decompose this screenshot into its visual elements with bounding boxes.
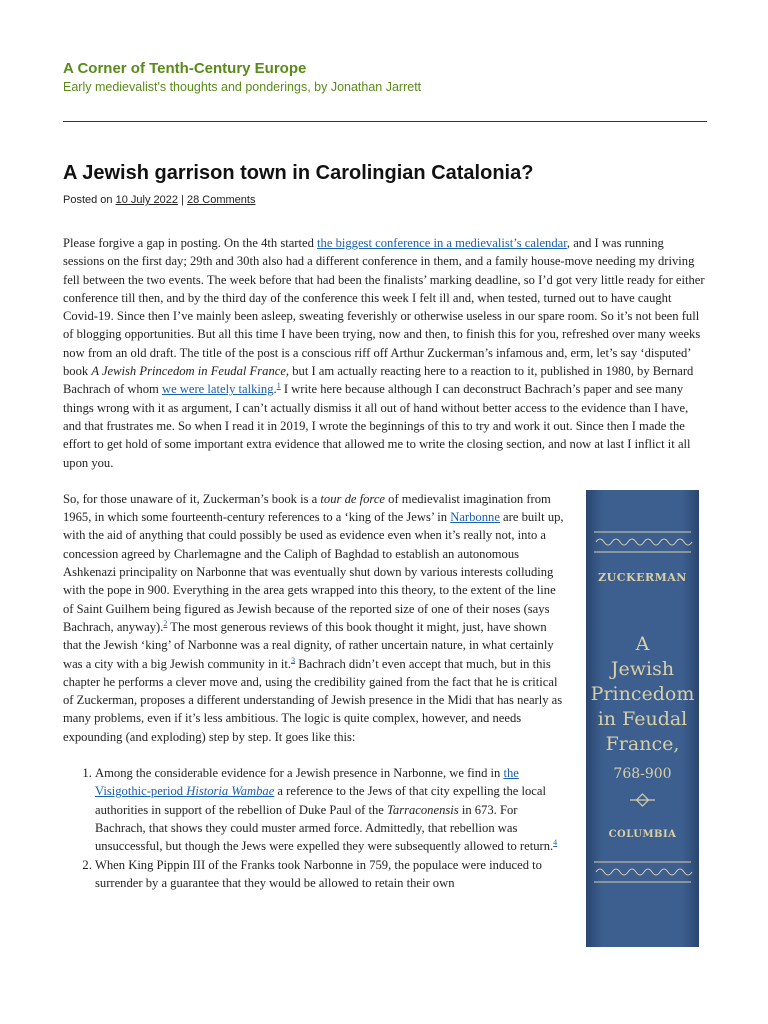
post-date-link[interactable]: 10 July 2022 — [115, 194, 178, 206]
text-run: When King Pippin III of the Franks took Narbonne in 759, the populace were induced to surrender by a guarantee that they would be allowed to retain their own — [95, 857, 542, 890]
book-title-italic: A Jewish Princedom in Feudal France — [91, 364, 286, 379]
lately-talking-link[interactable]: we were lately talking — [161, 382, 274, 397]
text-run: are built up, with the aid of anything that could possibly be used as evidence even when it’s really not, into a concession agreed by Charlemagne and the Caliph of Baghdad to establish an autonomous Ashkenazi principality on Narbonne that was eventually shut down by various interests colluding with the pope in 900. Everything in the area gets wrapped into this theory, to the extent of the line of Saint Guilhem being figured as Jewish because of the reported size of one of their noses (says Bachrach, anyway). — [63, 510, 564, 634]
post-meta — [63, 194, 255, 206]
text-run: a reference to the Jews of that city expelling the local authorities in support of the rebellion of Duke Paul of the — [95, 784, 546, 817]
book-author-text: ZUCKERMAN — [598, 570, 687, 584]
posted-on-label: Posted on — [63, 194, 113, 206]
book-title-line: A — [635, 632, 650, 655]
comments-link[interactable]: 28 Comments — [186, 194, 256, 206]
narbonne-link[interactable]: Narbonne — [450, 510, 500, 525]
meta-separator: | — [181, 194, 184, 206]
text-run: Among the considerable evidence for a Jewish presence in Narbonne, we find in — [95, 766, 504, 781]
footnote-3-link[interactable]: 3 — [291, 655, 296, 665]
text-run: in 673. For Bachrach, that shows they could muster armed force. Admittedly, that rebellion was unsuccessful, but though the Jews were expelled they were subsequently allowed to return. — [95, 802, 554, 854]
site-header — [63, 60, 707, 94]
text-run: , and I was running sessions on the first day; 29th and 30th also had a different conference in them, and a family house-move needing my driving fell between the two events. The week before that had been the finalists’ marking deadline, so I’d got very little ready for either conference till then, and by the third day of the conference this week I felt ill and, when tested, turned out to have caught Covid-19. Since then I’ve mainly been asleep, sweating feverishly or otherwise useless in our spare room. So it’s not been full of blogging opportunities. But all this time I have been trying, now and then, to finish this for you, refreshed over many weeks now from an old draft. The title of the post is a conscious riff off Arthur Zuckerman’s infamous and, erm, let’s say ‘disputed’ book — [63, 236, 705, 379]
text-run: So, for those unaware of it, Zuckerman’s book is a — [63, 491, 321, 506]
text-run: Please forgive a gap in posting. On the 4th started — [63, 236, 318, 250]
book-title-line: France, — [605, 732, 680, 755]
text-run: Bachrach didn’t even accept that much, but in this chapter he performs a clever move and, using the credibility gained from the fact that he is critical of Zuckerman, proposes a different understanding of Jewish presence in the Midi that has nearly as many problems, even if it’s less ambitious. The logic is quite complex, however, and needs expounding (and exploding) step by step. It goes like this: — [63, 656, 563, 744]
book-years-text: 768-900 — [613, 765, 672, 782]
post-title: A Jewish garrison town in Carolingian Catalonia? — [63, 162, 534, 184]
book-publisher-text: COLUMBIA — [608, 828, 677, 840]
italic-phrase: tour de force — [320, 491, 386, 506]
text-run: , but I am actually reacting here to a reaction to it, published in 1980, by Bernard Bachrach of whom — [63, 364, 694, 397]
book-cover-image — [586, 490, 699, 947]
paragraph-intro: Please forgive a gap in posting. On the 4th started the biggest conference in a medievalist’s calendar, and I was running sessions on the first day; 29th and 30th also had a different conference in them, and a family house-move needing my driving fell between the two events. The week before that had been the finalists’ marking deadline, so I’d got very little ready for either conference till then, and by the third day of the conference this week I felt ill and, when tested, turned out to have caught Covid-19. Since then I’ve mainly been asleep, sweating feverishly or otherwise useless in our spare room. So it’s not been full of blogging opportunities. But all this time I have been trying, now and then, to finish this for you, refreshed over many weeks now from an old draft. The title of the post is a conscious riff off Arthur Zuckerman’s infamous and, erm, let’s say ‘disputed’ book A Jewish Princedom in Feudal France, but I am actually reacting here to a reaction to it, published in 1980, by Bernard Bachrach of whom we were lately talking.$^1$ I write here because although I can deconstruct Bachrach’s paper and see many things wrong with it as argument, I can’t actually dismiss it all out of hand without better access to the evidence than I have, and that frustrates me. So when I read it in 2019, I wrote the beginnings of this to try and work it out. Since then I made the effort to get hold of some important extra evidence that allowed me to write the closing section, and now at last I inflict it all upon you. — [63, 236, 705, 470]
link-text: the Visigothic-period — [95, 766, 519, 799]
text-run: of medievalist imagination from 1965, in which some fourteenth-century references to a ‘king of the Jews’ in — [63, 491, 551, 525]
header-divider — [63, 121, 707, 122]
book-title-line: in Feudal — [597, 707, 688, 730]
post-content — [63, 234, 707, 947]
italic-phrase: Tarraconensis — [387, 802, 459, 817]
conference-link[interactable]: the biggest conference in a medievalist’s calendar — [317, 236, 567, 250]
footnote-2-link[interactable]: 2 — [163, 618, 168, 628]
site-tagline: Early medievalist's thoughts and ponderings, by Jonathan Jarrett — [63, 80, 422, 94]
text-run: The most generous reviews of this book thought it might, just, have shown that the Jewish ‘king’ of Narbonne was a real dignity, of rather uncertain nature, in what certainly was a city with a big Jewish community in it. — [63, 619, 554, 671]
site-title-link[interactable]: A Corner of Tenth-Century Europe — [63, 60, 307, 77]
footnote-1-link[interactable]: 1 — [276, 381, 281, 391]
book-title-line: Jewish — [610, 657, 675, 680]
text-run: I write here because although I can deconstruct Bachrach’s paper and see many things wrong with it as argument, I can’t actually dismiss it all out of hand without better access to the evidence than I have, and that frustrates me. So when I read it in 2019, I wrote the beginnings of this to try and work it out. Since then I made the effort to get hold of some important extra evidence that allowed me to write the closing section, and now at last I inflict it all upon you. — [63, 382, 691, 470]
link-text-italic: Historia Wambae — [186, 784, 275, 799]
book-title-line: Princedom — [590, 682, 695, 705]
footnote-4-link[interactable]: 4 — [553, 838, 558, 848]
